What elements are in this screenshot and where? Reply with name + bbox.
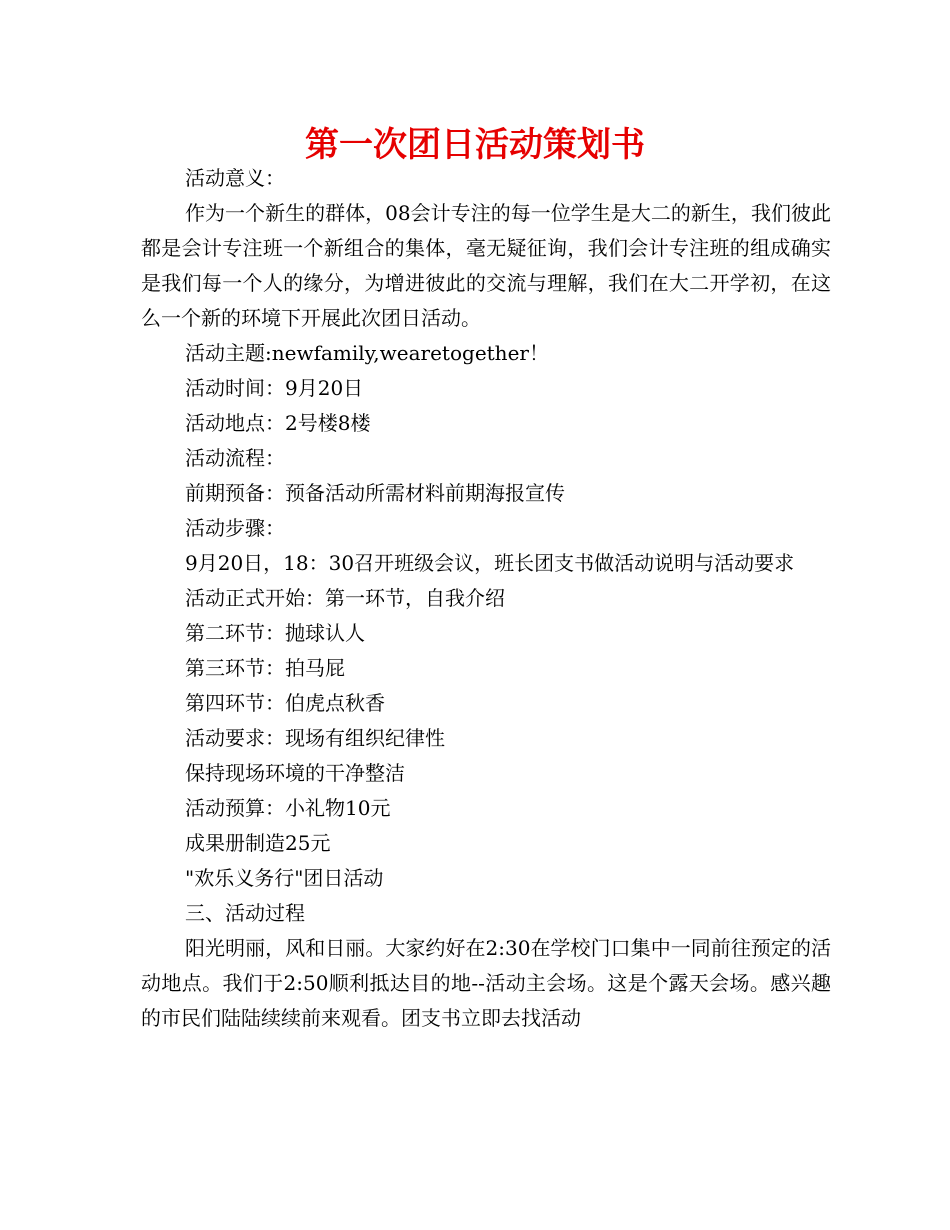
paragraph: 第四环节：伯虎点秋香	[185, 691, 385, 715]
paragraph: 活动意义：	[185, 166, 285, 190]
paragraph: 前期预备：预备活动所需材料前期海报宣传	[185, 481, 565, 505]
document-title: 第一次团日活动策划书	[305, 125, 645, 165]
paragraph: 成果册制造25元	[185, 831, 331, 855]
paragraph: 活动地点：2号楼8楼	[185, 411, 371, 435]
paragraph: 活动步骤：	[185, 516, 285, 540]
paragraph: 活动流程：	[185, 446, 285, 470]
document-body	[141, 161, 831, 1036]
paragraph: 活动正式开始：第一环节，自我介绍	[185, 586, 505, 610]
paragraph: 保持现场环境的干净整洁	[185, 761, 405, 785]
paragraph: "欢乐义务行"团日活动	[185, 866, 384, 890]
paragraph: 活动预算：小礼物10元	[185, 796, 391, 820]
paragraph: 第三环节：拍马屁	[185, 656, 345, 680]
paragraph: 三、活动过程	[185, 901, 305, 925]
paragraph: 活动主题:newfamily,wearetogether！	[185, 341, 549, 365]
paragraph: 活动时间：9月20日	[185, 376, 364, 400]
paragraph: 9月20日，18：30召开班级会议，班长团支书做活动说明与活动要求	[185, 551, 795, 575]
paragraph: 第二环节：抛球认人	[185, 621, 365, 645]
paragraph: 阳光明丽，风和日丽。大家约好在2:30在学校门口集中一同前往预定的活动地点。我们于2:50顺利抵达目的地--活动主会场。这是个露天会场。感兴趣的市民们陆陆续续前来观看。团支书立即去找活动	[141, 936, 831, 1030]
paragraph: 活动要求：现场有组织纪律性	[185, 726, 445, 750]
paragraph: 作为一个新生的群体，08会计专注的每一位学生是大二的新生，我们彼此都是会计专注班一个新组合的集体，毫无疑征询，我们会计专注班的组成确实是我们每一个人的缘分，为增进彼此的交流与理解，我们在大二开学初，在这么一个新的环境下开展此次团日活动。	[141, 201, 831, 330]
